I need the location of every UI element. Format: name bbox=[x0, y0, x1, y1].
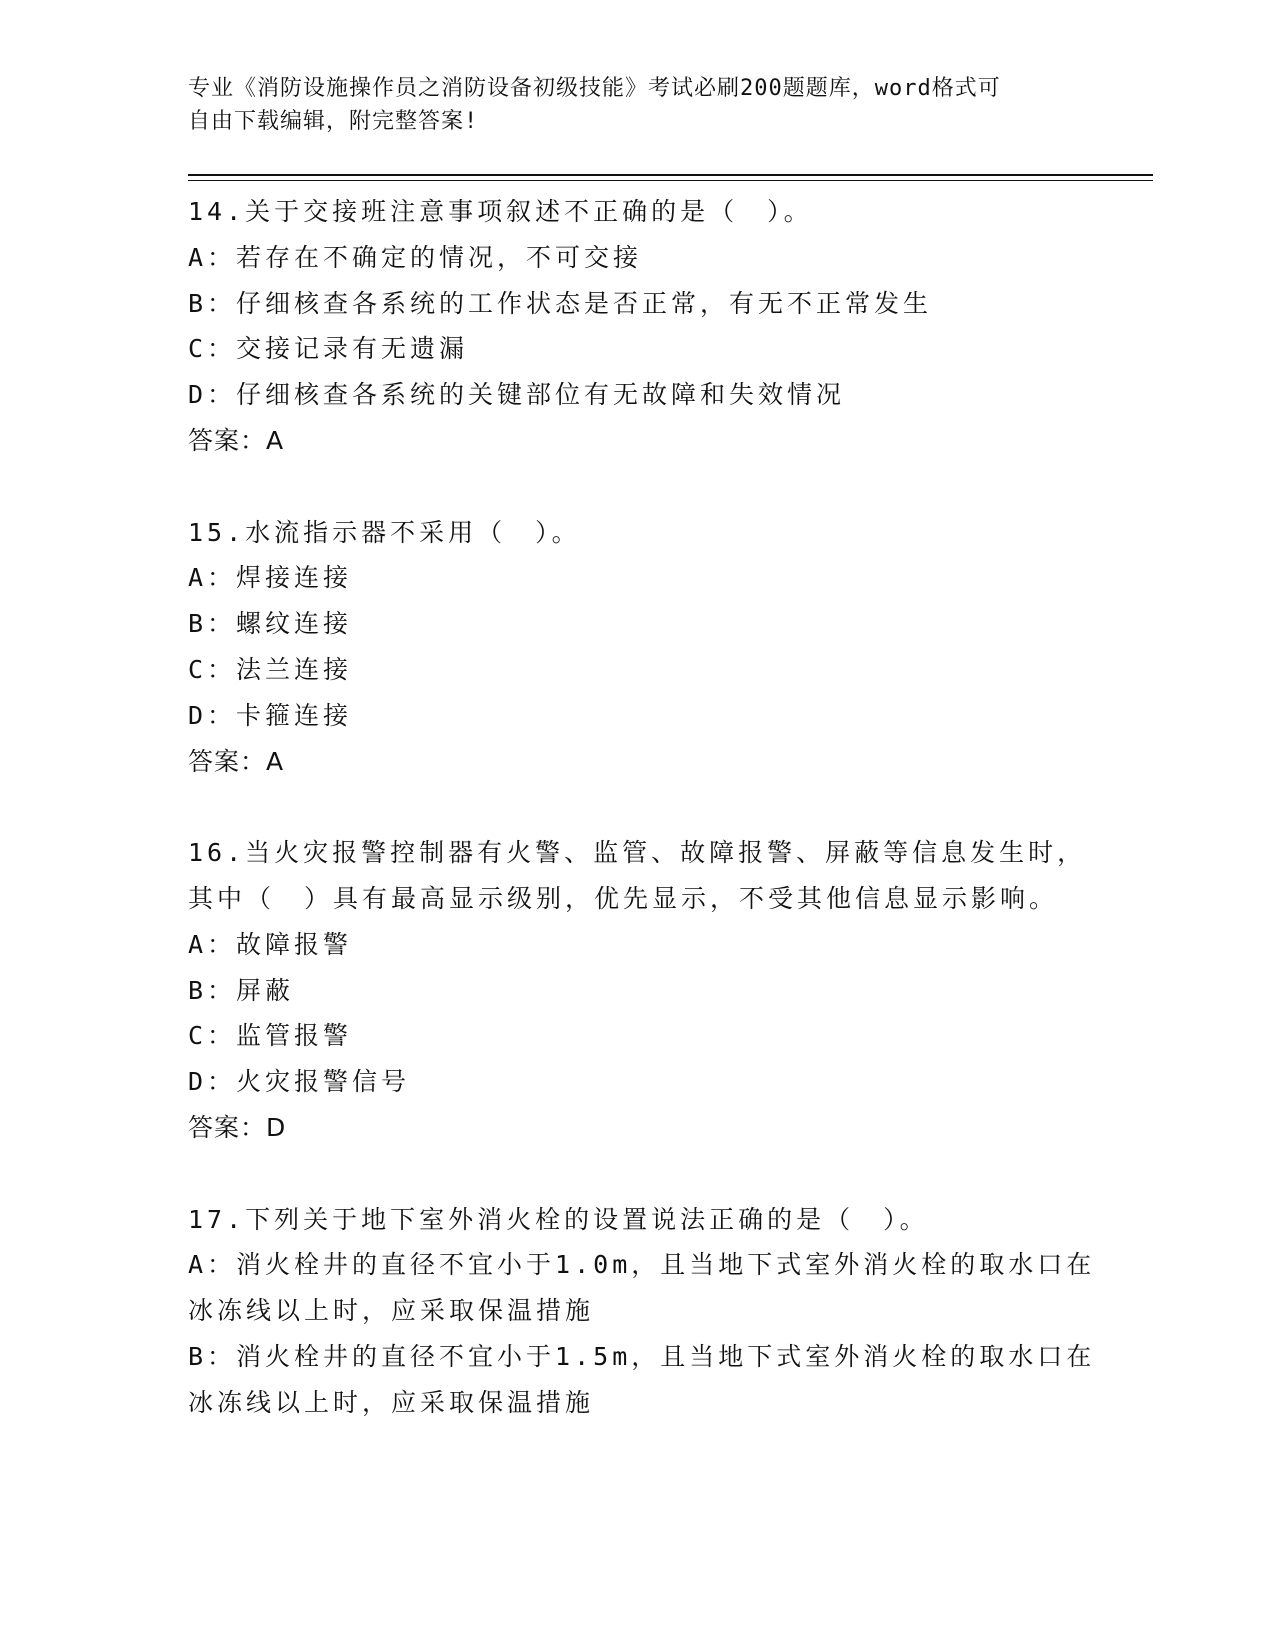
question-16 bbox=[188, 830, 1148, 1151]
option-b-continued: 冰冻线以上时，应采取保温措施 bbox=[188, 1387, 595, 1417]
option-d: D：卡箍连接 bbox=[188, 700, 353, 730]
answer-line: 答案：D bbox=[188, 1112, 287, 1142]
option-a-continued: 冰冻线以上时，应采取保温措施 bbox=[188, 1296, 595, 1326]
document-header bbox=[188, 72, 1068, 138]
option-b: B：仔细核查各系统的工作状态是否正常，有无不正常发生 bbox=[188, 288, 933, 318]
question-stem: 15.水流指示器不采用（ ）。 bbox=[188, 517, 581, 547]
option-b: B：螺纹连接 bbox=[188, 609, 353, 639]
question-17 bbox=[188, 1197, 1148, 1426]
option-a: A：故障报警 bbox=[188, 929, 353, 959]
option-b: B：消火栓井的直径不宜小于1.5m，且当地下式室外消火栓的取水口在 bbox=[188, 1341, 1096, 1371]
option-c: C：交接记录有无遗漏 bbox=[188, 334, 469, 364]
header-divider-thick bbox=[188, 174, 1153, 176]
question-spacer bbox=[188, 1151, 1148, 1197]
question-spacer bbox=[188, 464, 1148, 510]
option-a: A：焊接连接 bbox=[188, 563, 353, 593]
question-stem: 14.关于交接班注意事项叙述不正确的是（ ）。 bbox=[188, 197, 813, 226]
option-c: C：监管报警 bbox=[188, 1021, 353, 1051]
header-line-1: 专业《消防设施操作员之消防设备初级技能》考试必刷200题题库，word格式可 bbox=[188, 76, 1001, 101]
question-15 bbox=[188, 510, 1148, 785]
option-d: D：火灾报警信号 bbox=[188, 1067, 411, 1097]
question-list bbox=[188, 189, 1148, 1426]
answer-line: 答案：A bbox=[188, 746, 285, 776]
question-stem: 16.当火灾报警控制器有火警、监管、故障报警、屏蔽等信息发生时， bbox=[188, 838, 1087, 868]
option-d: D：仔细核查各系统的关键部位有无故障和失效情况 bbox=[188, 380, 846, 410]
question-14 bbox=[188, 189, 1148, 464]
option-b: B：屏蔽 bbox=[188, 975, 295, 1005]
header-line-2: 自由下载编辑，附完整答案! bbox=[188, 109, 479, 134]
question-spacer bbox=[188, 784, 1148, 830]
question-stem-continued: 其中（ ）具有最高显示级别，优先显示，不受其他信息显示影响。 bbox=[188, 883, 1059, 913]
question-stem: 17.下列关于地下室外消火栓的设置说法正确的是（ ）。 bbox=[188, 1204, 929, 1234]
option-c: C：法兰连接 bbox=[188, 654, 353, 684]
answer-line: 答案：A bbox=[188, 425, 285, 455]
option-a: A：消火栓井的直径不宜小于1.0m，且当地下式室外消火栓的取水口在 bbox=[188, 1250, 1096, 1280]
option-a: A：若存在不确定的情况，不可交接 bbox=[188, 242, 643, 272]
header-divider-thin bbox=[188, 180, 1153, 181]
